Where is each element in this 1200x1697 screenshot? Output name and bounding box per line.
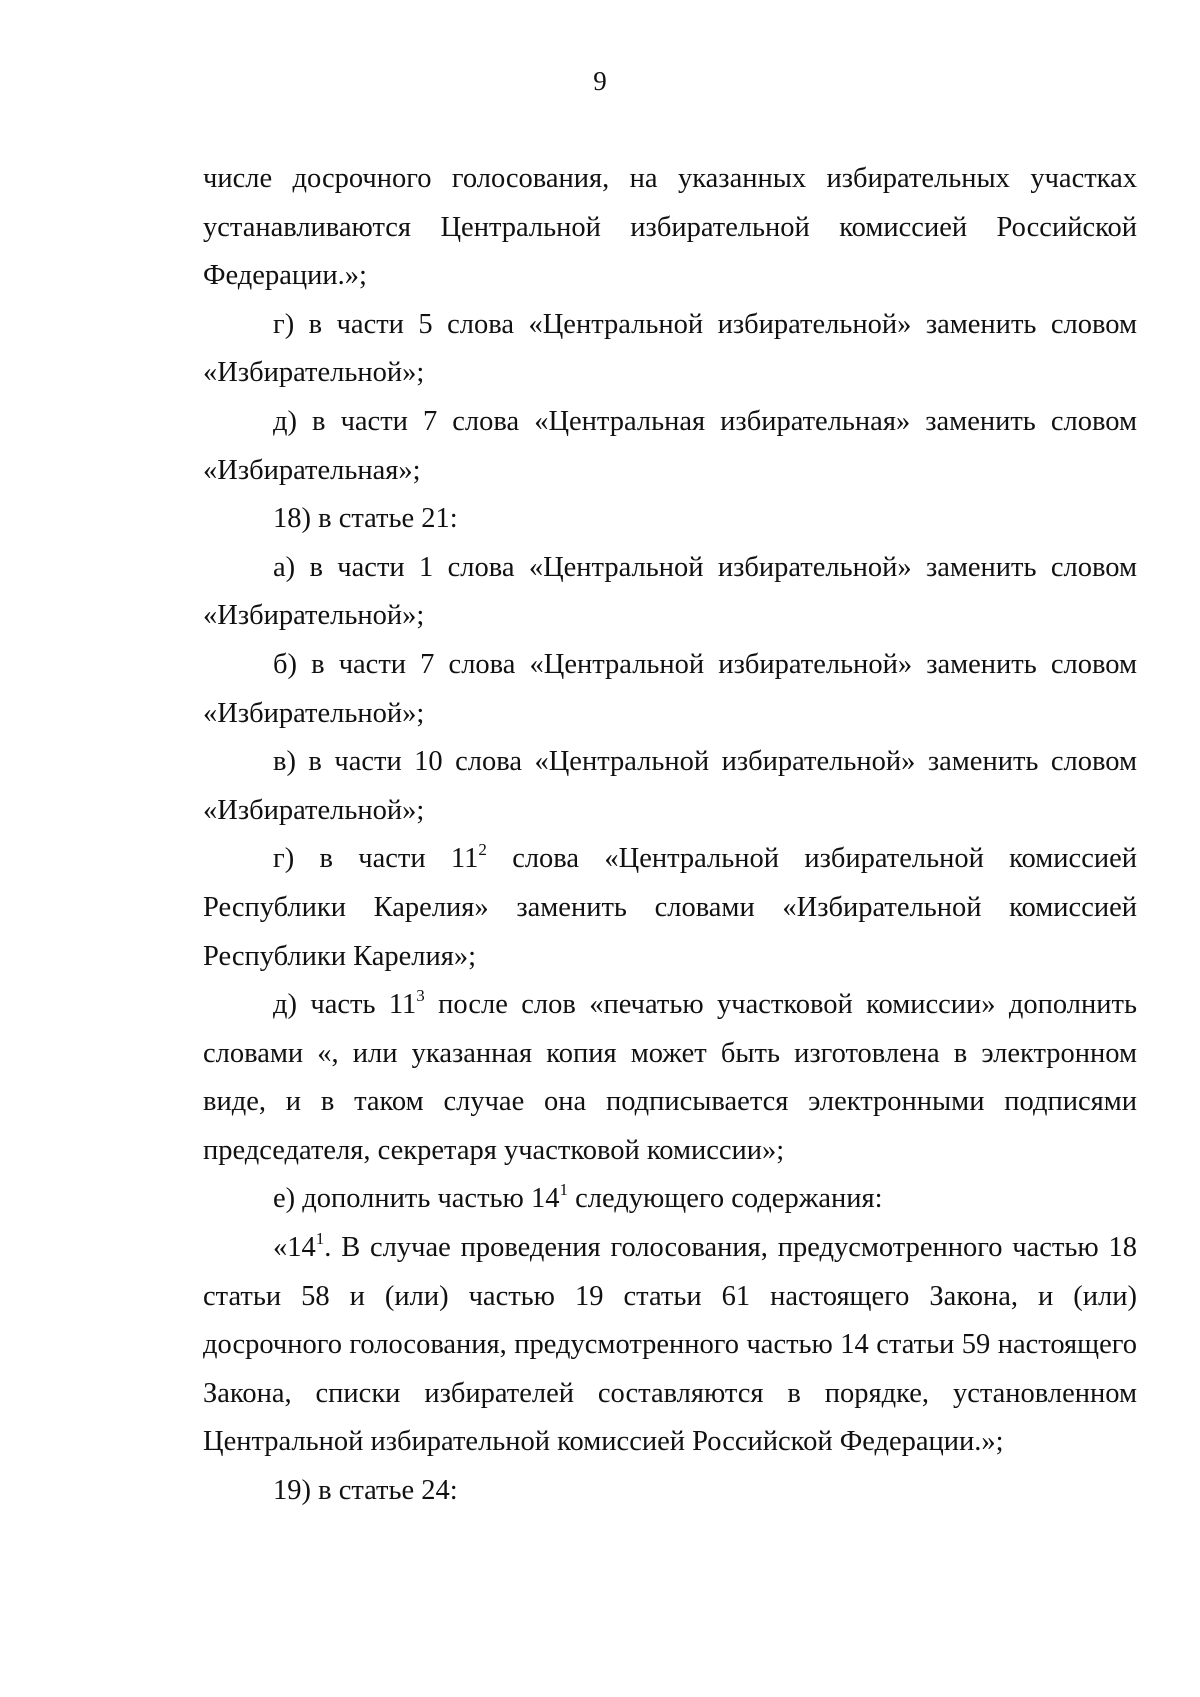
paragraph-item-18-article-21: 18) в статье 21:	[273, 503, 458, 535]
superscript: 3	[416, 985, 425, 1005]
paragraph-text-end: после слов «печатью участковой комиссии» дополнить словами «, или указанная копия может быть изготовлена в электронном виде, и в таком случае она подписывается электронными подписями председателя, секретаря участковой комиссии»;	[203, 989, 1137, 1166]
paragraph-item-g-part-11-2	[203, 835, 1137, 981]
superscript: 2	[478, 839, 487, 859]
paragraph-quote-14-1	[203, 1224, 1137, 1467]
paragraph-text-end: слова «Центральной избирательной комиссией Республики Карелия» заменить словами «Избирательной комиссией Республики Карелия»;	[203, 843, 1137, 972]
paragraph-item-b-part-7: б) в части 7 слова «Центральной избирательной» заменить словом «Избирательной»;	[203, 648, 1137, 729]
page-number: 9	[593, 66, 607, 96]
paragraph-item-d-part-7: д) в части 7 слова «Центральная избирательная» заменить словом «Избирательная»;	[203, 405, 1137, 486]
paragraph-text-start: «14	[273, 1232, 316, 1264]
paragraph-text-start: д) часть 11	[273, 989, 417, 1021]
paragraph-text-start: г) в части 11	[273, 843, 479, 875]
paragraph-item-a-part-1: а) в части 1 слова «Центральной избирательной» заменить словом «Избирательной»;	[203, 551, 1137, 632]
paragraph-item-19-article-24: 19) в статье 24:	[273, 1475, 458, 1507]
paragraph-continuation: числе досрочного голосования, на указанных избирательных участках устанавливаются Центральной избирательной комиссией Российской Федерации.»;	[203, 163, 1137, 292]
paragraph-text-start: е) дополнить частью 14	[273, 1183, 560, 1215]
paragraph-item-d-part-11-3	[203, 981, 1137, 1175]
superscript: 1	[315, 1228, 325, 1248]
paragraph-item-g-part-5: г) в части 5 слова «Центральной избирательной» заменить словом «Избирательной»;	[203, 308, 1137, 389]
superscript: 1	[559, 1179, 568, 1199]
paragraph-text-end: . В случае проведения голосования, предусмотренного частью 18 статьи 58 и (или) частью 19 статьи 61 настоящего Закона, и (или) досрочного голосования, предусмотренного частью 14 статьи 59 настоящего Закона, списки избирателей составляются в порядке, установленном Центральной избирательной комиссией Российской Федерации.»;	[203, 1232, 1137, 1458]
document-body	[203, 155, 1137, 1516]
paragraph-text-end: следующего содержания:	[567, 1183, 883, 1215]
paragraph-item-e-part-14-1	[203, 1175, 1137, 1224]
paragraph-item-v-part-10: в) в части 10 слова «Центральной избирательной» заменить словом «Избирательной»;	[203, 746, 1137, 826]
